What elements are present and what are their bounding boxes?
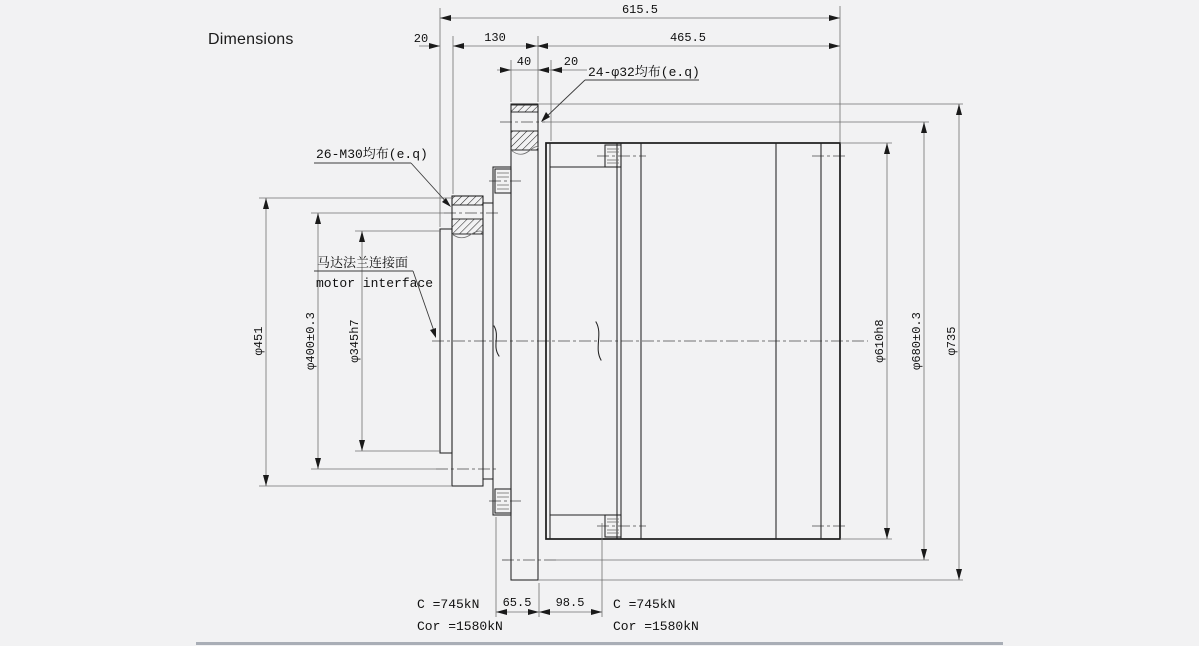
flange451-hatch-upper: [452, 196, 483, 205]
rating-right-dynamic: C =745kN: [613, 597, 676, 612]
arrowhead: [526, 43, 537, 49]
leader-arrowhead-motor: [430, 328, 436, 338]
rating-right-static: Cor =1580kN: [613, 619, 699, 634]
dim-dia-345: φ345h7: [348, 319, 362, 363]
arrowhead: [315, 213, 321, 224]
arrowhead: [884, 143, 890, 154]
arrowhead: [956, 569, 962, 580]
arrowhead: [315, 458, 321, 469]
leader-labels: [316, 65, 700, 291]
dim-pilot-width: 20: [413, 32, 429, 46]
arrowhead: [359, 231, 365, 242]
label-bolt-pattern-26: 26-M30均布(e.q): [316, 147, 428, 162]
arrowhead: [921, 549, 927, 560]
arrowhead: [263, 475, 269, 486]
centerlines: [432, 122, 868, 560]
dim-body-length: 465.5: [669, 31, 707, 45]
arrowhead: [359, 440, 365, 451]
leader-diagonal-bolts26: [411, 163, 449, 205]
dim-bearing-offset-right: 98.5: [555, 596, 585, 610]
dim-dia-400: φ400±0.3: [304, 312, 318, 370]
dim-dia-735: φ735: [945, 326, 959, 356]
page-title: Dimensions: [208, 31, 294, 48]
label-motor-interface-en: motor interface: [316, 276, 434, 291]
dim-dia-680: φ680±0.3: [910, 312, 924, 370]
arrowhead: [539, 609, 550, 615]
flange735-hatch-upper: [511, 105, 538, 112]
dim-front-section: 130: [484, 31, 506, 45]
arrowhead: [829, 43, 840, 49]
dim-dia-451: φ451: [252, 326, 266, 356]
dim-gap: 20: [563, 55, 579, 69]
arrowhead: [440, 15, 451, 21]
rating-left-dynamic: C =745kN: [417, 597, 480, 612]
arrowhead: [429, 43, 440, 49]
arrowheads: [263, 15, 962, 615]
dim-bearing-offset-left: 65.5: [502, 596, 532, 610]
arrowhead: [263, 198, 269, 209]
label-bolt-pattern-24: 24-φ32均布(e.q): [588, 65, 700, 80]
arrowhead: [537, 43, 548, 49]
arrowhead: [884, 528, 890, 539]
arrowhead: [591, 609, 602, 615]
flange451-hatch-lower: [452, 219, 483, 234]
arrowhead: [538, 67, 549, 73]
arrowhead: [551, 67, 562, 73]
dim-flange-thickness: 40: [516, 55, 532, 69]
dimension-lines: [266, 18, 959, 612]
arrowhead: [453, 43, 464, 49]
arrowhead: [500, 67, 511, 73]
extension-lines: [259, 6, 963, 617]
dim-dia-610: φ610h8: [873, 319, 887, 363]
arrowhead: [921, 122, 927, 133]
arrowhead: [956, 104, 962, 115]
mounting-flange: [511, 104, 538, 580]
leader-diagonal-bolts24: [543, 80, 585, 120]
label-motor-interface-cn: 马达法兰连接面: [317, 256, 409, 271]
dim-total-length: 615.5: [621, 3, 659, 17]
arrowhead: [829, 15, 840, 21]
rating-left-static: Cor =1580kN: [417, 619, 503, 634]
bottom-divider: [196, 642, 1003, 645]
leader-arrowhead-bolts24: [541, 112, 550, 122]
